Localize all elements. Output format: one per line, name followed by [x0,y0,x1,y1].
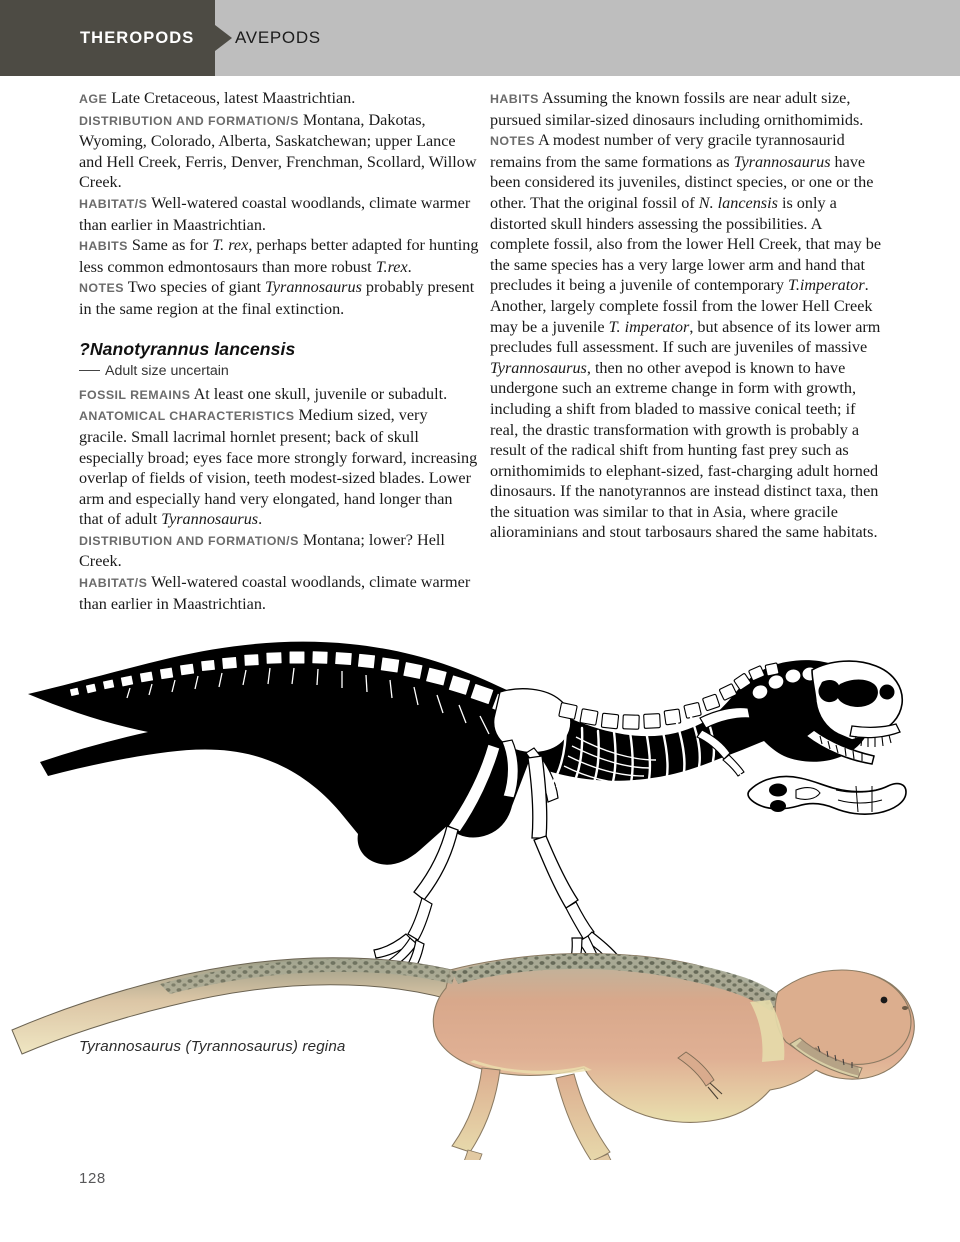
temporal-fenestra [818,680,840,702]
entry-right-notes [490,130,882,543]
value-distribution: Montana, Dakotas, Wyoming, Colorado, Alberta, Saskatchewan; upper Lance and Hell Creek, Ferris, Denver, Frenchman, Scollard, Willow Creek. [79,110,477,192]
figure-area [0,600,960,1160]
text-column-right [490,88,882,543]
value-age: Late Cretaceous, latest Maastrichtian. [111,89,356,107]
header-arrow-icon [215,25,232,51]
rnotes-s3: is only a distorted skull hinders assessing the possibilities. A complete fossil, also from the lower Hell Creek, that may be the same species has a very large lower arm and hand that precludes it being a juvenile of contemporary [490,193,882,295]
rnotes-taxon-1: Tyrannosaurus [733,152,831,171]
habits-taxon-2: T.rex [375,257,408,276]
label-species-distribution: DISTRIBUTION AND FORMATION/S [79,533,299,548]
value-species-habitat: Well-watered coastal woodlands, climate warmer than earlier in Maastrichtian. [79,573,471,613]
species-heading: ?Nanotyrannus lancensis [79,338,296,359]
anatomical-text-post: . [258,510,263,529]
habits-text-pre: Same as for [131,236,213,255]
breadcrumb-subclade: AVEPODS [235,28,321,47]
label-right-habits: HABITS [490,92,539,106]
entry-distribution [79,110,479,193]
breadcrumb-clade: THEROPODS [80,28,195,47]
dorsal-orbit-left [769,784,787,797]
entry-notes [79,277,479,319]
entry-habitat [79,193,479,235]
label-age: AGE [79,92,108,106]
antorbital-fenestra [836,680,878,707]
rnotes-s4: . Another, largely complete fossil from the lower Hell Creek may be a juvenile [490,276,873,336]
anatomical-text-pre: Medium sized, very gracile. Small lacrimal hornlet present; back of skull especially broad; eyes face more strongly forward, increasing overlap of fields of vision, teeth modest-sized blades. Lower arm and especially hand very elongated, hand longer than that of adult [79,406,478,529]
label-habits: HABITS [79,239,128,254]
entry-species-distribution [79,530,479,572]
label-habitat: HABITAT/S [79,196,148,211]
dorsal-orbit-right [770,800,786,812]
metatarsus-far [408,898,432,940]
value-fossil-remains: At least one skull, juvenile or subadult. [193,384,448,403]
dash-rule-icon [79,370,100,371]
label-right-notes: NOTES [490,134,535,149]
entry-right-habits [490,88,882,130]
rnotes-taxon-5: Tyrannosaurus [490,358,587,377]
text-column-left [79,88,479,614]
figure-caption: Tyrannosaurus (Tyrannosaurus) regina [79,1038,346,1055]
femur-near [528,756,547,838]
page-number: 128 [79,1170,106,1187]
rnotes-s6: , then no other avepod is known to have undergone such an extreme change in form with growth, including a shift from bladed to massive conical teeth; if real, the drastic transformation with growth is probably a result of the radical shift from hunting fast prey such as ornithomimids to elephant-sized, fast-charging adult horned dinosaurs. If the nanotyrannos are instead distinct taxa, then the situation was similar to that in Asia, where gracile alioraminians and stout tarbosaurs shared the same habitats. [490,358,879,542]
label-fossil-remains: FOSSIL REMAINS [79,387,191,402]
notes-text-pre: Two species of giant [127,278,266,297]
hindlimb-near [528,756,620,976]
restoration-hindlimb-far [408,1068,500,1160]
entry-habits [79,235,479,277]
entry-fossil-remains [79,384,479,406]
notes-text-post: probably present in the same region at the final extinction. [79,278,475,318]
entry-anatomical [79,405,479,530]
rnotes-taxon-2: N. lancensis [698,193,778,212]
restoration-eye [881,997,888,1004]
restoration-nostril [902,1006,908,1010]
size-note-label: Adult size uncertain [105,363,229,380]
rnotes-taxon-4: T. imperator [608,317,690,336]
dinosaur-figures-svg [0,600,960,1160]
anatomical-taxon: Tyrannosaurus [161,510,259,529]
value-species-distribution: Montana; lower? Hell Creek. [79,530,445,571]
label-species-habitat: HABITAT/S [79,576,148,591]
species-size-note [79,361,479,382]
notes-taxon: Tyrannosaurus [265,278,362,297]
habits-taxon-1: T. rex [212,236,249,255]
orbit [880,685,895,700]
tyrannosaurus-skeletal-diagram [28,642,906,976]
page-header-bar [0,0,960,76]
tibia-near [534,836,578,908]
habits-text-mid: , perhaps better adapted for hunting less common edmontosaurs than more robust [79,236,479,276]
rnotes-s2: have been considered its juveniles, distinct species, or one or the other. That the original fossil of [490,152,874,212]
manus-digits [740,774,750,786]
rnotes-s5: , but absence of its lower arm precludes full assessment. If such are juveniles of massive [490,317,881,357]
value-right-habits: Assuming the known fossils are near adult size, pursued similar-sized dinosaurs including ornithomimids. [490,89,864,129]
habits-text-post: . [407,257,412,276]
tyrannosaurus-life-restoration [12,954,914,1161]
label-notes: NOTES [79,281,124,296]
label-distribution: DISTRIBUTION AND FORMATION/S [79,113,299,128]
rnotes-s1: A modest number of very gracile tyrannosaurid remains from the same formations as [490,131,845,171]
label-anatomical: ANATOMICAL CHARACTERISTICS [79,409,295,424]
rnotes-taxon-3: T.imperator [788,276,865,295]
entry-age [79,88,479,110]
value-habitat: Well-watered coastal woodlands, climate warmer than earlier in Maastrichtian. [79,193,471,234]
skull-dorsal-view [748,777,906,815]
